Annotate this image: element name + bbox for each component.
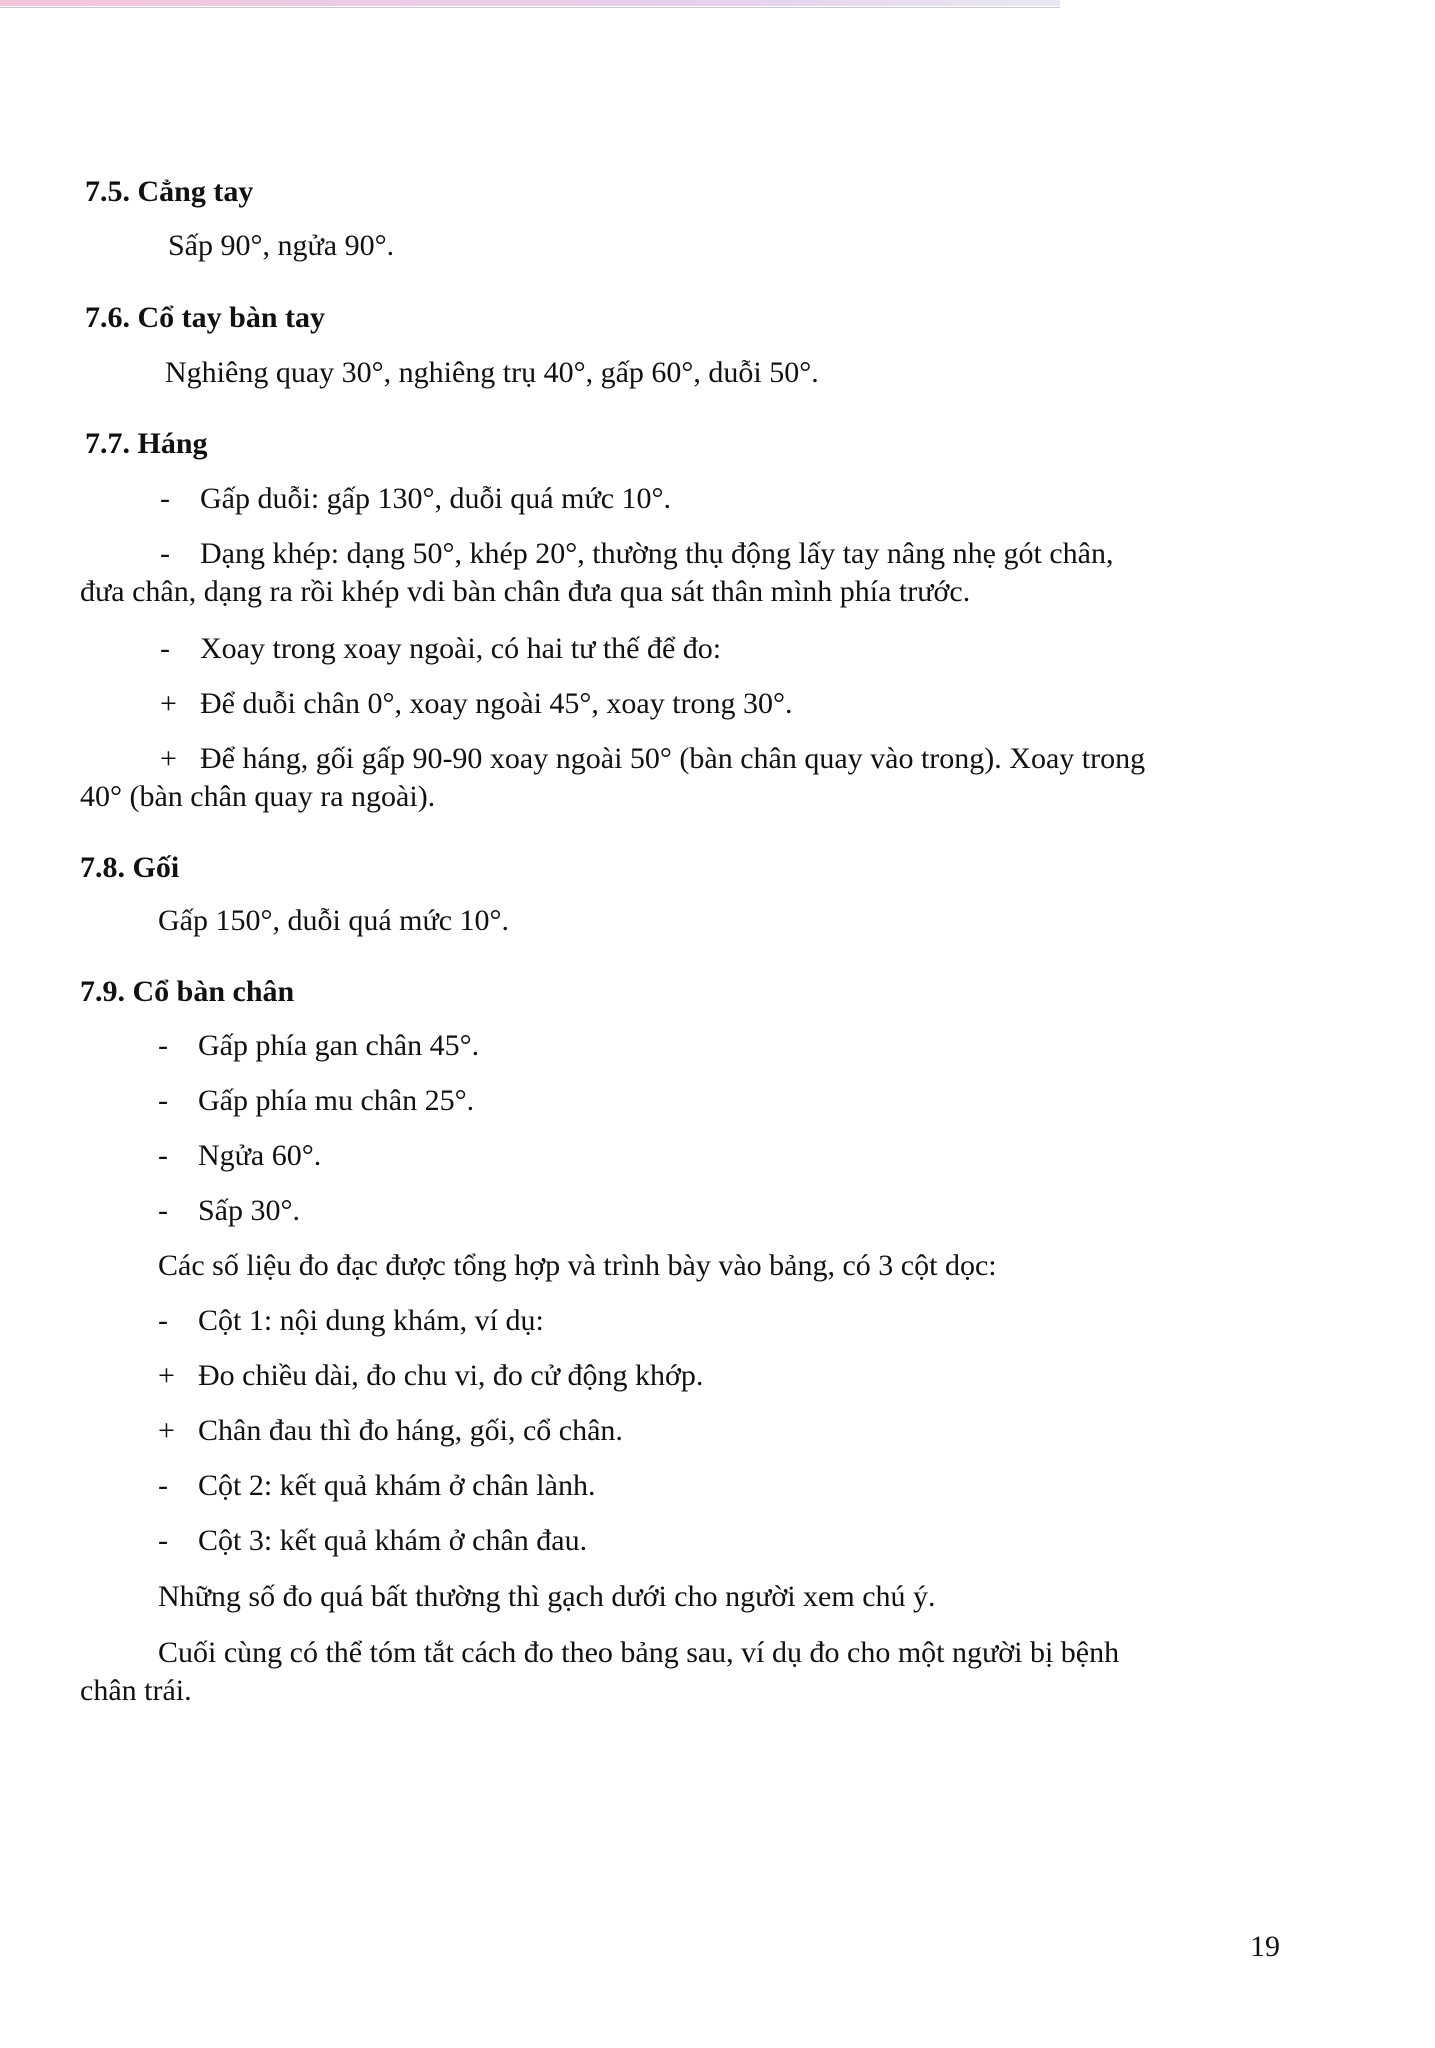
body-intro: Các số liệu đo đạc được tổng hợp và trình bày vào bảng, có 3 cột dọc: bbox=[158, 1249, 997, 1282]
body-list-item-4 bbox=[158, 1465, 595, 1507]
body-list-item-3 bbox=[158, 1410, 623, 1452]
list-item-text: Cột 1: nội dung khám, ví dụ: bbox=[198, 1304, 544, 1337]
list-item-7-9-3 bbox=[158, 1135, 321, 1177]
list-item-text: Dạng khép: dạng 50°, khép 20°, thường thụ động lấy tay nâng nhẹ gót chân, bbox=[200, 537, 1114, 570]
heading-7-9: 7.9. Cổ bàn chân bbox=[80, 975, 295, 1008]
list-item-text: Để duỗi chân 0°, xoay ngoài 45°, xoay trong 30°. bbox=[200, 687, 793, 720]
body-closing-continuation: chân trái. bbox=[80, 1674, 192, 1707]
top-rule-line bbox=[0, 7, 1060, 8]
list-item-text: Để háng, gối gấp 90-90 xoay ngoài 50° (bàn chân quay vào trong). Xoay trong bbox=[200, 742, 1146, 775]
bullet-marker: - bbox=[158, 1194, 168, 1227]
body-list-item-1 bbox=[158, 1300, 544, 1342]
body-note: Những số đo quá bất thường thì gạch dưới cho người xem chú ý. bbox=[158, 1580, 936, 1613]
bullet-marker: + bbox=[158, 1414, 175, 1447]
list-item-7-7-3 bbox=[160, 628, 721, 670]
list-item-text: Gấp phía gan chân 45°. bbox=[198, 1029, 480, 1062]
list-item-7-7-5-continuation: 40° (bàn chân quay ra ngoài). bbox=[80, 780, 436, 813]
list-item-7-7-1 bbox=[160, 478, 671, 520]
bullet-marker: - bbox=[158, 1029, 168, 1062]
page-number: 19 bbox=[1250, 1930, 1280, 1963]
bullet-marker: - bbox=[158, 1469, 168, 1502]
list-item-text: Cột 3: kết quả khám ở chân đau. bbox=[198, 1524, 588, 1557]
list-item-text: Xoay trong xoay ngoài, có hai tư thế để đo: bbox=[200, 632, 722, 665]
list-item-7-9-4 bbox=[158, 1190, 300, 1232]
bullet-marker: - bbox=[158, 1139, 168, 1172]
heading-7-5: 7.5. Cẳng tay bbox=[85, 175, 254, 208]
list-item-7-7-5 bbox=[160, 738, 1145, 780]
list-item-text: Chân đau thì đo háng, gối, cổ chân. bbox=[198, 1414, 623, 1447]
text-7-6: Nghiêng quay 30°, nghiêng trụ 40°, gấp 60°, duỗi 50°. bbox=[165, 356, 819, 389]
bullet-marker: - bbox=[160, 482, 170, 515]
list-item-text: Gấp phía mu chân 25°. bbox=[198, 1084, 475, 1117]
bullet-marker: - bbox=[160, 537, 170, 570]
heading-7-6: 7.6. Cổ tay bàn tay bbox=[85, 301, 326, 334]
list-item-text: Đo chiều dài, đo chu vi, đo cử động khớp. bbox=[198, 1359, 704, 1392]
body-list-item-2 bbox=[158, 1355, 703, 1397]
list-item-text: Cột 2: kết quả khám ở chân lành. bbox=[198, 1469, 596, 1502]
heading-7-8: 7.8. Gối bbox=[80, 851, 180, 884]
list-item-text: Ngửa 60°. bbox=[198, 1139, 322, 1172]
bullet-marker: + bbox=[158, 1359, 175, 1392]
bullet-marker: + bbox=[160, 742, 177, 775]
list-item-text: Sấp 30°. bbox=[198, 1194, 300, 1227]
bullet-marker: - bbox=[158, 1084, 168, 1117]
text-7-8: Gấp 150°, duỗi quá mức 10°. bbox=[158, 904, 510, 937]
body-closing: Cuối cùng có thể tóm tắt cách đo theo bảng sau, ví dụ đo cho một người bị bệnh bbox=[158, 1636, 1120, 1669]
text-7-5: Sấp 90°, ngửa 90°. bbox=[168, 229, 395, 262]
list-item-7-7-2-continuation: đưa chân, dạng ra rồi khép vdi bàn chân đưa qua sát thân mình phía trước. bbox=[80, 575, 971, 608]
list-item-text: Gấp duỗi: gấp 130°, duỗi quá mức 10°. bbox=[200, 482, 672, 515]
list-item-7-7-2 bbox=[160, 533, 1113, 575]
list-item-7-9-2 bbox=[158, 1080, 474, 1122]
list-item-7-7-4 bbox=[160, 683, 793, 725]
top-decorative-rule bbox=[0, 0, 1060, 6]
bullet-marker: - bbox=[158, 1524, 168, 1557]
bullet-marker: - bbox=[158, 1304, 168, 1337]
heading-7-7: 7.7. Háng bbox=[85, 427, 208, 460]
list-item-7-9-1 bbox=[158, 1025, 479, 1067]
body-list-item-5 bbox=[158, 1520, 587, 1562]
bullet-marker: - bbox=[160, 632, 170, 665]
bullet-marker: + bbox=[160, 687, 177, 720]
